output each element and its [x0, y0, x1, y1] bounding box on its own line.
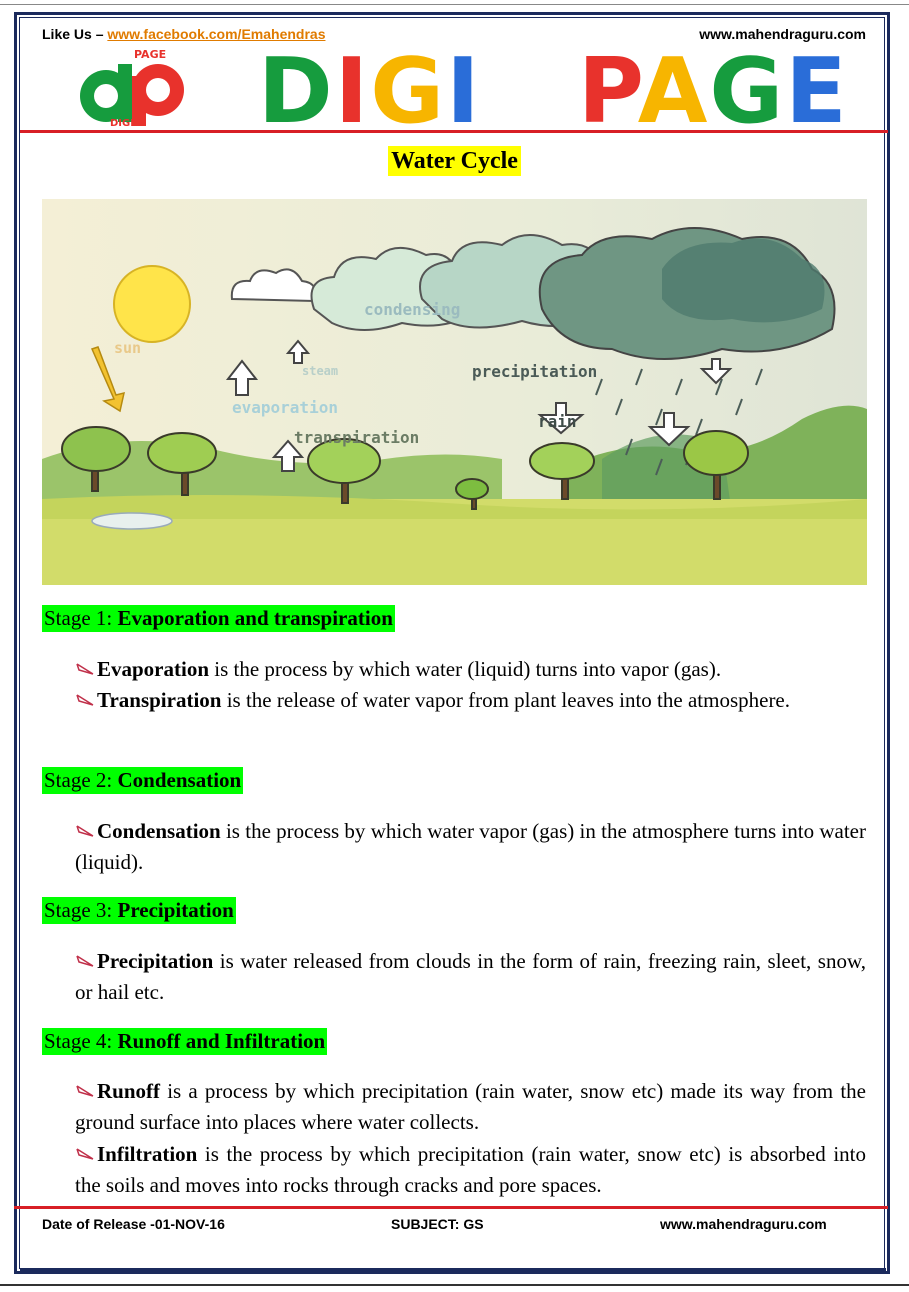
digipage-banner — [258, 46, 874, 128]
label-precipitation: precipitation — [472, 362, 598, 381]
banner-page: PAGE — [578, 46, 849, 128]
like-us-prefix: Like Us – — [42, 26, 108, 42]
banner-digi: DIGI — [258, 46, 482, 128]
bullet-infiltration: Infiltration is the process by which precipitation (rain water, snow etc) is absorbed into the soils and moves into rocks through cracks and pore spaces. — [75, 1142, 866, 1197]
page-title: Water Cycle — [0, 148, 909, 175]
site-url-top[interactable]: www.mahendraguru.com — [699, 26, 866, 42]
site-url-footer[interactable]: www.mahendraguru.com — [660, 1216, 827, 1232]
label-sun: sun — [114, 339, 142, 357]
label-evaporation: evaporation — [232, 398, 338, 417]
page-bottom-line — [0, 1284, 909, 1286]
facebook-link[interactable]: www.facebook.com/Emahendras — [107, 26, 326, 42]
pencil-icon — [75, 952, 97, 970]
header-rule — [20, 130, 888, 133]
subject: SUBJECT: GS — [391, 1216, 484, 1232]
footer-rule — [14, 1206, 888, 1209]
bullet-evaporation: Evaporation is the process by which water (liquid) turns into vapor (gas). — [75, 654, 866, 685]
pencil-icon — [75, 691, 97, 709]
like-us — [42, 26, 325, 42]
release-date: Date of Release -01-NOV-16 — [42, 1216, 225, 1232]
label-steam: steam — [302, 364, 339, 378]
digipage-logo — [72, 46, 202, 128]
footer-bar — [20, 1268, 886, 1272]
bullet-condensation: Condensation is the process by which water vapor (gas) in the atmosphere turns into water (liquid). — [75, 819, 866, 874]
pencil-icon — [75, 660, 97, 678]
stage-3-heading: Stage 3: Precipitation — [44, 898, 234, 922]
label-transpiration: transpiration — [294, 428, 420, 447]
logo-digi-text: DIGI — [110, 118, 134, 128]
label-rain: rain — [538, 412, 577, 431]
stage-4-heading: Stage 4: Runoff and Infiltration — [44, 1029, 326, 1053]
header-links — [42, 26, 866, 44]
logo-page-text: PAGE — [134, 48, 167, 61]
bullet-runoff: Runoff is a process by which precipitation (rain water, snow etc) made its way from the ground surface into places where water collects. — [75, 1079, 866, 1134]
stage-1-heading: Stage 1: Evaporation and transpiration — [44, 606, 393, 630]
bullet-transpiration: Transpiration is the release of water vapor from plant leaves into the atmosphere. — [75, 685, 866, 716]
sun-icon — [114, 266, 190, 342]
stage-2-heading: Stage 2: Condensation — [44, 768, 242, 792]
pencil-icon — [75, 1145, 97, 1163]
water-cycle-illustration — [42, 199, 867, 585]
page-top-line — [0, 4, 909, 5]
pencil-icon — [75, 822, 97, 840]
label-condensing: condensing — [364, 300, 461, 319]
pencil-icon — [75, 1082, 97, 1100]
bullet-precipitation: Precipitation is water released from clouds in the form of rain, freezing rain, sleet, snow, or hail etc. — [75, 949, 866, 1004]
